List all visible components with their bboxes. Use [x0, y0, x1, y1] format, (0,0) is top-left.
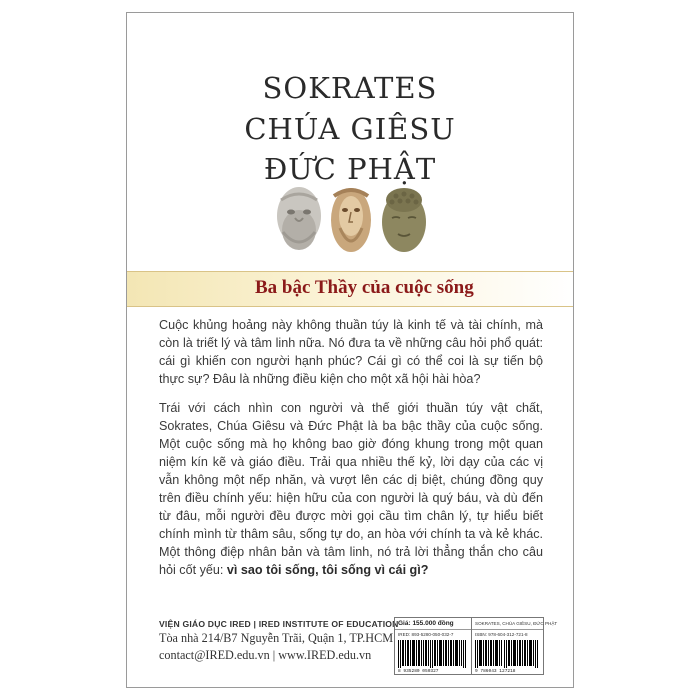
title-line-3: ĐỨC PHẬT [263, 152, 437, 186]
isbn-code: ISBN: 978-604-312-721-8 [475, 632, 528, 637]
blurb-paragraph-2 [159, 399, 543, 579]
isbn-column [472, 618, 558, 674]
barcode-right-icon [475, 640, 539, 668]
price-barcode-box [394, 617, 558, 675]
ired-code: IRED: 893-5280-050-032-7 [398, 632, 454, 637]
blurb-question-bold: vì sao tôi sống, tôi sống vì cái gì? [226, 563, 429, 577]
publisher-contact: contact@IRED.edu.vn | www.IRED.edu.vn [159, 648, 372, 662]
busts-row [127, 186, 573, 256]
publisher-name: VIỆN GIÁO DỤC IRED | IRED INSTITUTE OF EDUCATION [159, 619, 399, 629]
barcode-left-icon [398, 640, 468, 668]
price-label: Giá: 155.000 đồng [395, 618, 471, 630]
subtitle-banner [127, 271, 573, 307]
title-line-1: SOKRATES [262, 71, 438, 105]
jesus-bust-image [328, 186, 374, 256]
publisher-address: Tòa nhà 214/B7 Nguyễn Trãi, Quận 1, TP.HCM [159, 631, 394, 645]
blurb-paragraph-1: Cuộc khủng hoảng này không thuần túy là kinh tế và tài chính, mà còn là triết lý và tâm linh nữa. Nó đưa ta về những câu hỏi phổ quát: cái gì khiến con người hạnh phúc? Cái gì có thể coi là sự tiến bộ thực sự? Đâu là những điều kiện cho một xã hội hài hòa? [159, 318, 543, 386]
buddha-head-image [378, 186, 430, 254]
sokrates-bust-image [273, 186, 325, 254]
isbn-title: SOKRATES, CHÚA GIÊSU, ĐỨC PHẬT [472, 618, 543, 630]
blurb-paragraph-2-text: Trái với cách nhìn con người và thế giới thuần túy vật chất, Sokrates, Chúa Giêsu và Đức Phật là ba bậc thầy của cuộc sống. Một cuộc sống mà họ không bao giờ đóng khung trong một quan niệm kín kẽ và giáo điều. Trải qua nhiều thế kỷ, lời dạy của các vị vẫn không một nếp nhăn, và vượt lên các dị biệt, chúng đồng quy trên điều chính yếu: hiện hữu của con người là quý báu, và dù đến từ đâu, mỗi người đều được mời gọi cầu tìm chân lý, tự hiểu biết chính mình từ thâm sâu, sống tự do, an hòa với chính ta và kẻ khác. Một thông điệp nhân bản và tâm linh, nó trả lời thẳng thắn cho câu hỏi cốt yếu: [159, 401, 543, 577]
barcode-left-number: 8 935280 050327 [398, 669, 439, 674]
subtitle-text: Ba bậc Thầy của cuộc sống [255, 277, 474, 298]
barcode-right-number: 9 786043 127218 [475, 669, 516, 674]
title-line-2: CHÚA GIÊSU [244, 112, 456, 146]
book-back-cover [126, 12, 574, 688]
blurb-text [159, 316, 543, 590]
price-column [395, 618, 472, 674]
